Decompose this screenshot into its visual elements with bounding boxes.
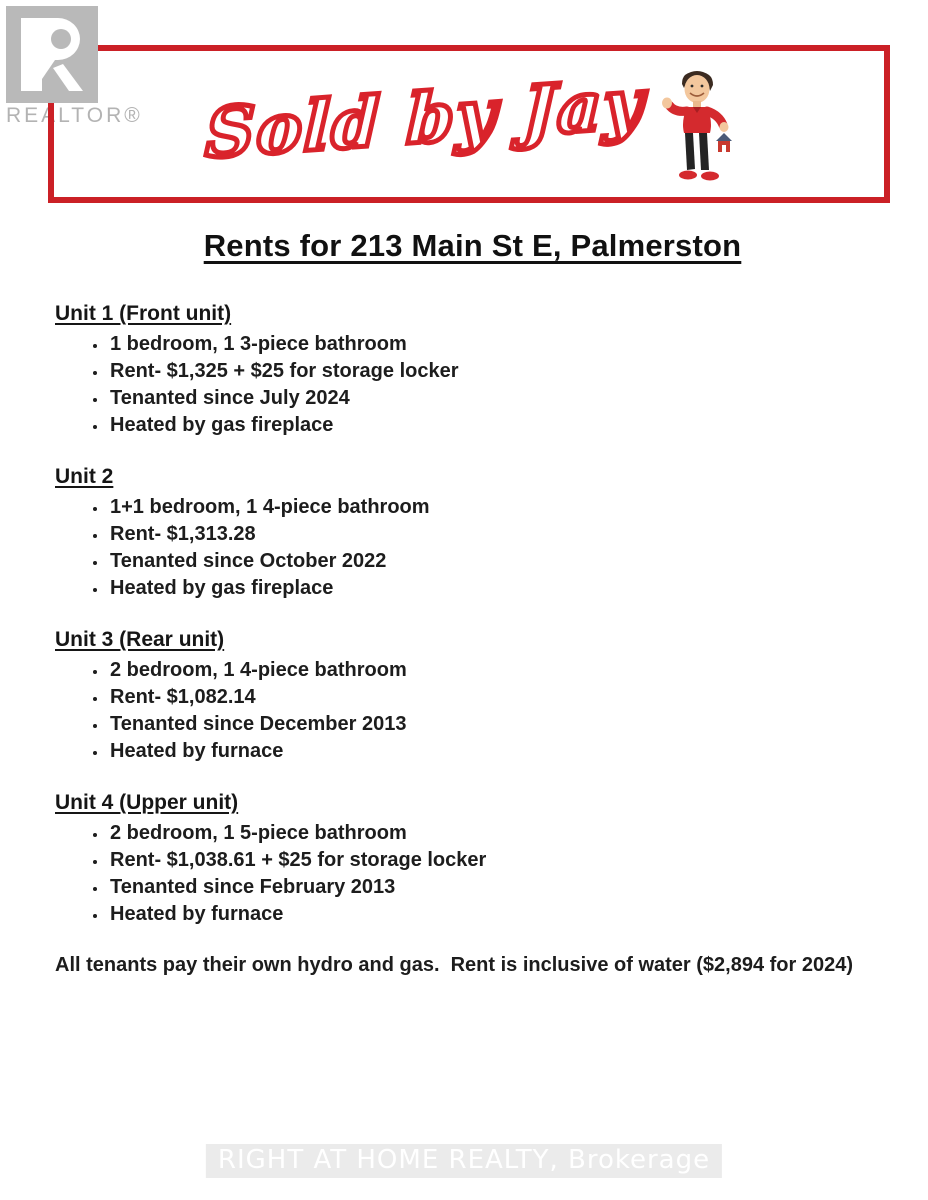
unit-3-heading: Unit 3 (Rear unit) (55, 628, 225, 651)
bullet-item: • Rent- $1,038.61 + $25 for storage locker (108, 847, 890, 874)
bullet-item: • 2 bedroom, 1 5-piece bathroom (108, 820, 890, 847)
page-title: Rents for 213 Main St E, Palmerston (203, 228, 742, 263)
sold-by-jay-banner (48, 45, 890, 203)
unit-1-list (55, 331, 890, 439)
bullet-item: • Heated by furnace (108, 738, 890, 765)
banner-script-text: Sold by Jay (204, 63, 647, 175)
bullet-item: • Heated by gas fireplace (108, 412, 890, 439)
bullet-item: • Rent- $1,325 + $25 for storage locker (108, 358, 890, 385)
bullet-item: • Tenanted since October 2022 (108, 548, 890, 575)
bullet-item: • 1 bedroom, 1 3-piece bathroom (108, 331, 890, 358)
brokerage-watermark: RIGHT AT HOME REALTY, Brokerage (206, 1144, 722, 1178)
realtor-logo-icon (6, 6, 98, 103)
unit-3-list (55, 657, 890, 765)
unit-2-heading: Unit 2 (55, 465, 114, 488)
bullet-item: • 2 bedroom, 1 4-piece bathroom (108, 657, 890, 684)
footer-note: All tenants pay their own hydro and gas. Rent is inclusive of water ($2,894 for 2024) (55, 954, 853, 976)
realtor-wordmark: REALTOR® (6, 104, 143, 127)
unit-1-section (55, 300, 890, 439)
unit-4-list (55, 820, 890, 928)
unit-4-section (55, 789, 890, 928)
bullet-item: • Tenanted since December 2013 (108, 711, 890, 738)
bullet-item: • Rent- $1,082.14 (108, 684, 890, 711)
bullet-item: • Tenanted since February 2013 (108, 874, 890, 901)
bullet-item: • Heated by furnace (108, 901, 890, 928)
bullet-item: • Heated by gas fireplace (108, 575, 890, 602)
unit-1-heading: Unit 1 (Front unit) (55, 302, 232, 325)
bullet-item: • 1+1 bedroom, 1 4-piece bathroom (108, 494, 890, 521)
unit-2-list (55, 494, 890, 602)
unit-4-heading: Unit 4 (Upper unit) (55, 791, 239, 814)
document-content (55, 228, 890, 977)
unit-2-section (55, 463, 890, 602)
agent-mascot-icon (661, 67, 733, 185)
bullet-item: • Tenanted since July 2024 (108, 385, 890, 412)
bullet-item: • Rent- $1,313.28 (108, 521, 890, 548)
unit-3-section (55, 626, 890, 765)
